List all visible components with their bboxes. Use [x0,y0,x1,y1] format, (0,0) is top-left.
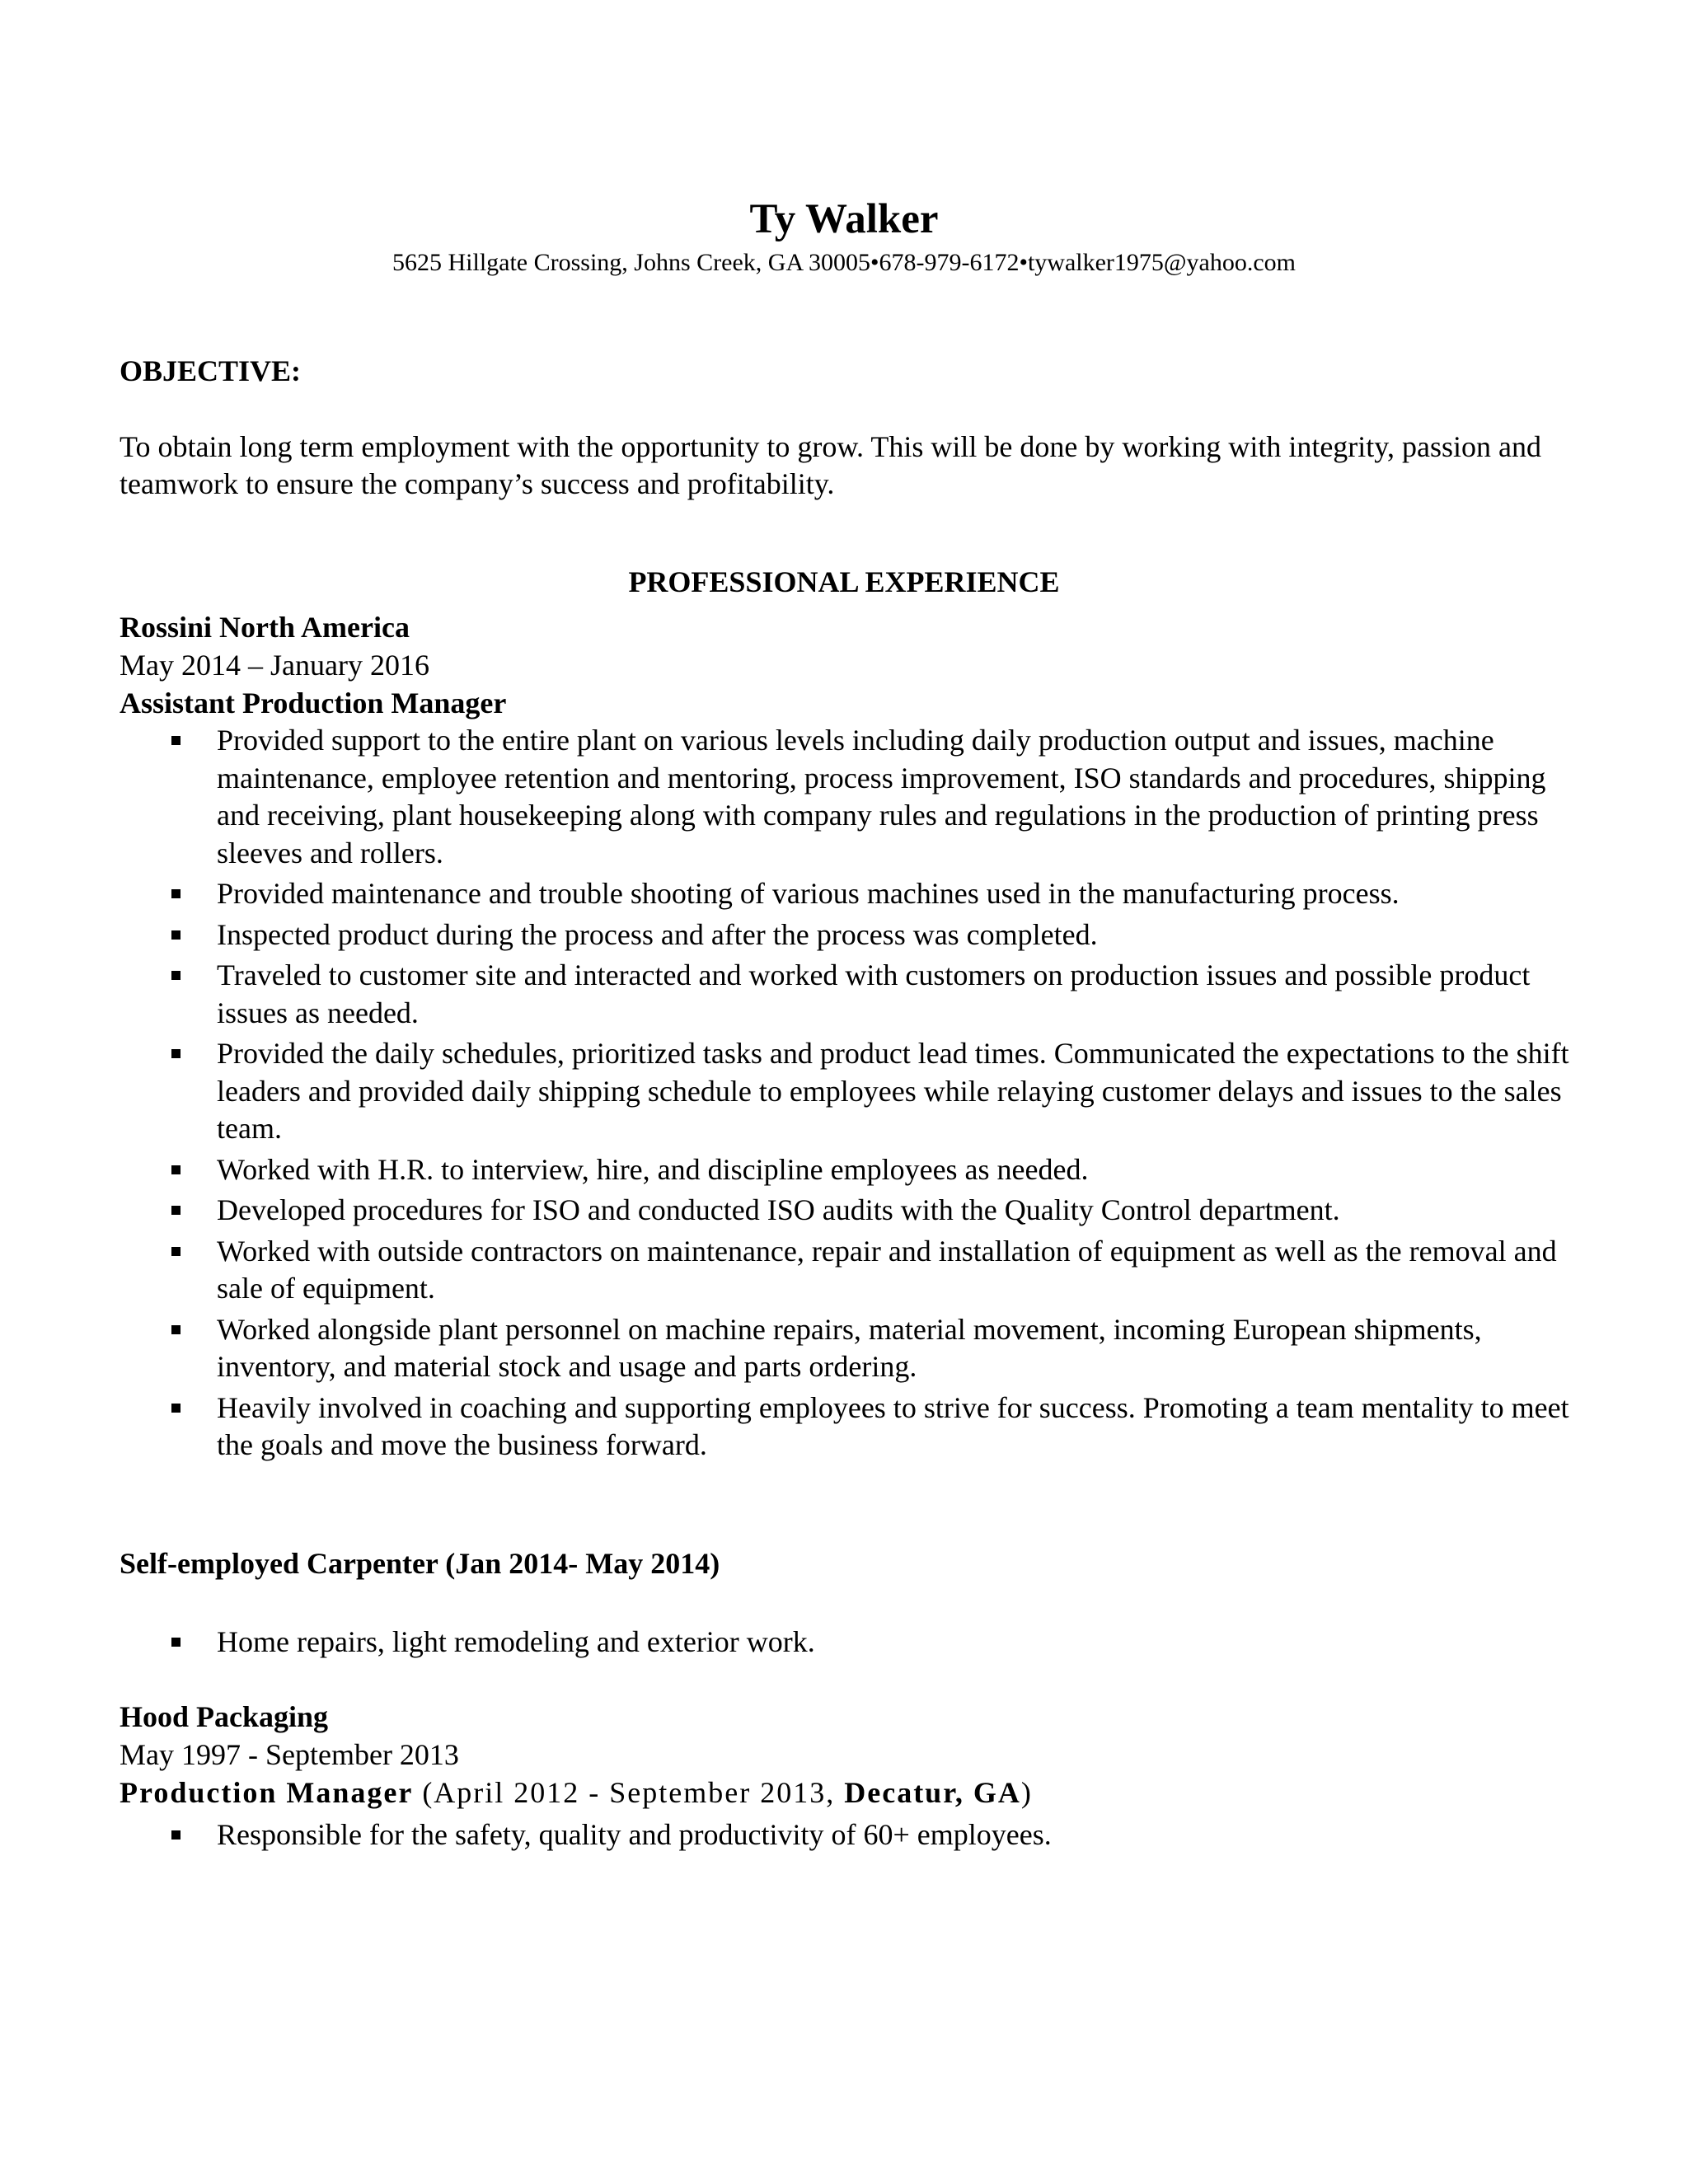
list-item [120,957,1570,1032]
duty-text: Heavily involved in coaching and supporting employees to strive for success. Promoting a team mentality to meet the goals and move the business forward. [217,1390,1569,1461]
duty-text: Inspected product during the process and after the process was completed. [217,917,1098,951]
list-item [120,722,1570,872]
duties-list [120,722,1570,1465]
bullet-icon [171,1165,181,1174]
bullet-icon [171,1247,181,1256]
list-item [120,1390,1570,1465]
employment-dates: May 1997 - September 2013 [120,1738,459,1771]
list-item [120,1816,1570,1854]
company-name: Rossini North America [120,611,410,644]
contact-line: 5625 Hillgate Crossing, Johns Creek, GA 30005•678-979-6172•tywalker1975@yahoo.com [392,249,1296,276]
role-close: ) [1020,1776,1033,1809]
experience-heading: PROFESSIONAL EXPERIENCE [628,565,1060,598]
job-title: Production Manager [120,1776,414,1809]
duty-text: Traveled to customer site and interacted and worked with customers on production issues and possible product issues as needed. [217,958,1531,1029]
job-title: Assistant Production Manager [120,687,507,719]
bullet-icon [171,1404,181,1413]
employment-dates: May 2014 – January 2016 [120,649,429,682]
list-item [120,1233,1570,1308]
duty-text: Provided the daily schedules, prioritized tasks and product lead times. Communicated the expectations to the shift leaders and provided daily shipping schedule to employees while relaying customer delays and issues to the sales team. [217,1037,1569,1145]
list-item [120,875,1570,913]
job-hood-packaging [120,1698,1570,1858]
duty-text: Developed procedures for ISO and conducted ISO audits with the Quality Control department. [217,1193,1340,1226]
duty-text: Responsible for the safety, quality and productivity of 60+ employees. [217,1818,1052,1851]
carpenter-heading: Self-employed Carpenter (Jan 2014- May 2014) [120,1547,720,1580]
duty-text: Provided maintenance and trouble shooting of various machines used in the manufacturing process. [217,877,1400,910]
bullet-icon [171,889,181,898]
duty-text: Worked with H.R. to interview, hire, and discipline employees as needed. [217,1152,1089,1186]
company-name: Hood Packaging [120,1700,329,1733]
job-carpenter [120,1544,1570,1665]
list-item [120,916,1570,954]
role-period: (April 2012 - September 2013, [413,1776,845,1809]
duties-list [120,1816,1570,1854]
duty-text: Provided support to the entire plant on various levels including daily production output and issues, machine maintenance, employee retention and mentoring, process improvement, ISO standards and procedures, shipping and receiving, plant housekeeping along with company rules and regulations in the production of printing press sleeves and rollers. [217,724,1546,869]
job-rossini [120,608,1570,1468]
objective-heading: OBJECTIVE: [120,354,302,387]
duties-list [120,1624,1570,1661]
list-item [120,1192,1570,1230]
bullet-icon [171,930,181,940]
role-location: Decatur, GA [844,1776,1021,1809]
duty-text: Home repairs, light remodeling and exterior work. [217,1625,815,1658]
bullet-icon [171,1638,181,1647]
bullet-icon [171,1049,181,1058]
bullet-icon [171,1830,181,1840]
bullet-icon [171,971,181,980]
job-title-line [120,1774,1570,1811]
duty-text: Worked with outside contractors on maintenance, repair and installation of equipment as well as the removal and sale of equipment. [217,1234,1557,1305]
list-item [120,1035,1570,1148]
list-item [120,1151,1570,1189]
duty-text: Worked alongside plant personnel on machine repairs, material movement, incoming European shipments, inventory, and material stock and usage and parts ordering. [217,1312,1482,1383]
bullet-icon [171,736,181,745]
bullet-icon [171,1206,181,1215]
objective-text: To obtain long term employment with the opportunity to grow. This will be done by working with integrity, passion and teamwork to ensure the company’s success and profitability. [120,430,1541,500]
list-item [120,1624,1570,1661]
bullet-icon [171,1325,181,1334]
list-item [120,1311,1570,1386]
candidate-name: Ty Walker [749,196,939,242]
